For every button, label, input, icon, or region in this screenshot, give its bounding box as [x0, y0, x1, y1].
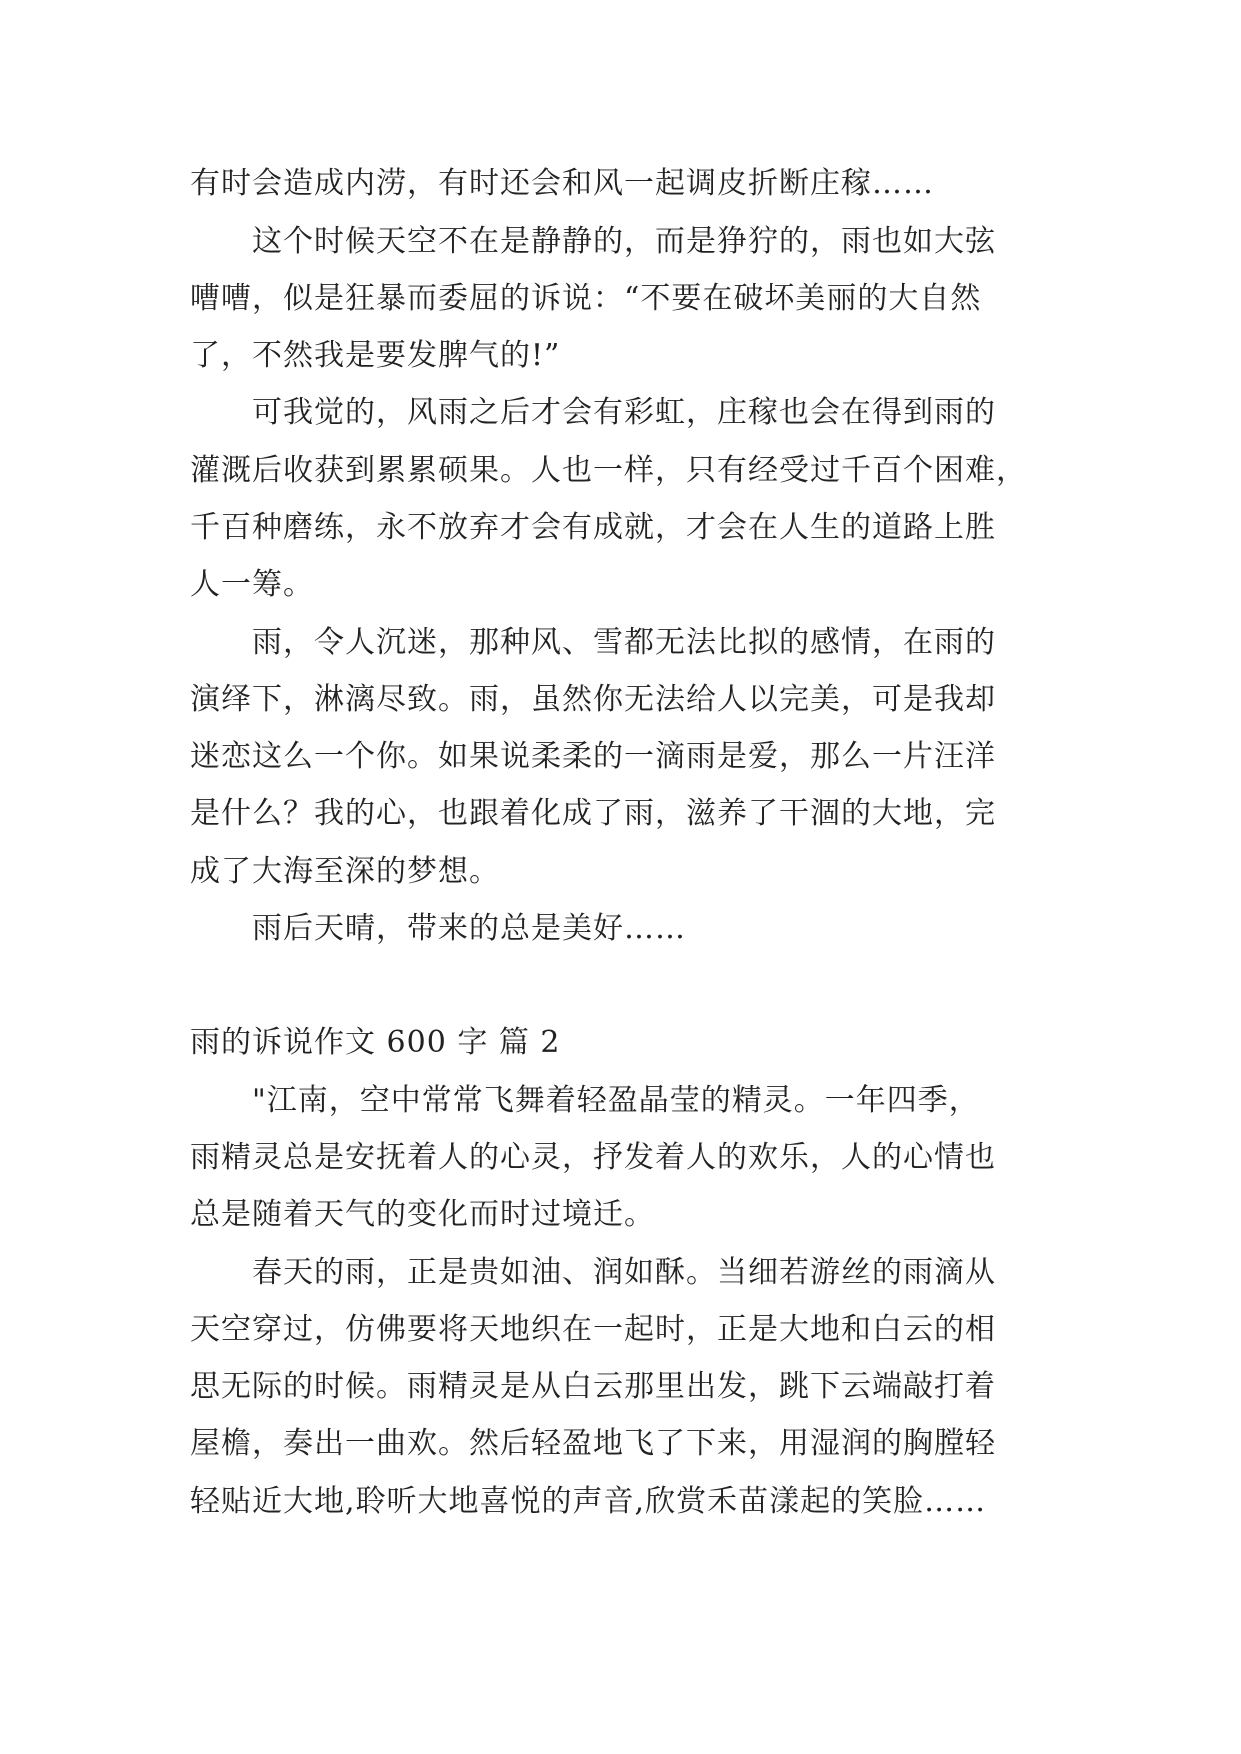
paragraph-start-line: 雨，令人沉迷，那种风、雪都无法比拟的感情，在雨的 — [252, 625, 996, 660]
text-line: 总是随着天气的变化而时过境迁。 — [190, 1197, 655, 1232]
text-line: 成了大海至深的梦想。 — [190, 854, 500, 889]
section-heading: 雨的诉说作文 600 字 篇 2 — [190, 1025, 561, 1060]
text-line: 轻贴近大地,聆听大地喜悦的声音,欣赏禾苗漾起的笑脸…… — [190, 1484, 987, 1519]
text-line: 人一筹。 — [190, 567, 314, 602]
paragraph-start-line: 可我觉的，风雨之后才会有彩虹，庄稼也会在得到雨的 — [252, 395, 996, 430]
text-line: 迷恋这么一个你。如果说柔柔的一滴雨是爱，那么一片汪洋 — [190, 739, 996, 774]
text-line: 天空穿过，仿佛要将天地织在一起时，正是大地和白云的相 — [190, 1312, 996, 1347]
text-line: 思无际的时候。雨精灵是从白云那里出发，跳下云端敲打着 — [190, 1369, 996, 1404]
text-line: 灌溉后收获到累累硕果。人也一样，只有经受过千百个困难， — [190, 453, 1027, 488]
text-line: 演绎下，淋漓尽致。雨，虽然你无法给人以完美，可是我却 — [190, 682, 996, 717]
paragraph-start-line: 这个时候天空不在是静静的，而是狰狞的，雨也如大弦 — [252, 224, 996, 259]
paragraph-start-line: 雨后天晴，带来的总是美好…… — [252, 911, 686, 946]
text-line: 千百种磨练，永不放弃才会有成就，才会在人生的道路上胜 — [190, 510, 996, 545]
paragraph-start-line: "江南，空中常常飞舞着轻盈晶莹的精灵。一年四季， — [252, 1083, 980, 1118]
text-line: 是什么？我的心，也跟着化成了雨，滋养了干涸的大地，完 — [190, 796, 996, 831]
paragraph-start-line: 春天的雨，正是贵如油、润如酥。当细若游丝的雨滴从 — [252, 1255, 996, 1290]
text-line: 嘈嘈，似是狂暴而委屈的诉说：“不要在破坏美丽的大自然 — [190, 281, 982, 316]
text-line: 了，不然我是要发脾气的!” — [190, 338, 561, 373]
text-line: 屋檐，奏出一曲欢。然后轻盈地飞了下来，用湿润的胸膛轻 — [190, 1426, 996, 1461]
text-line: 有时会造成内涝，有时还会和风一起调皮折断庄稼…… — [190, 166, 934, 201]
text-line: 雨精灵总是安抚着人的心灵，抒发着人的欢乐，人的心情也 — [190, 1140, 996, 1175]
